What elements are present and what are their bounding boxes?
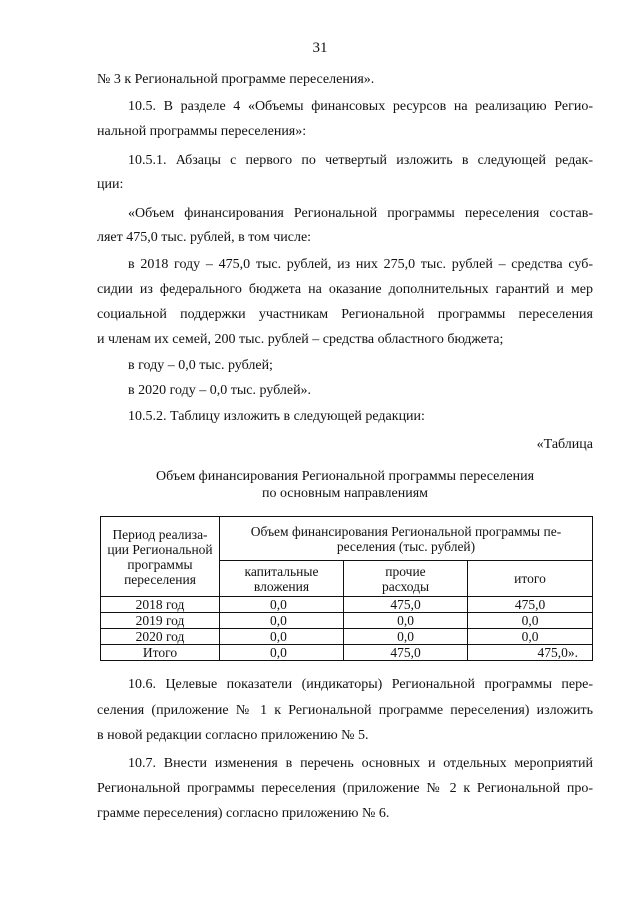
- table-row: [101, 645, 593, 661]
- paragraph-line: социальной поддержки участникам Региональной программы переселения: [97, 307, 593, 322]
- paragraph-line: селения (приложение № 1 к Региональной программе переселения) изложить: [97, 703, 593, 718]
- cell-total: 0,0: [468, 629, 593, 645]
- paragraph-10-5-1: 10.5.1. Абзацы с первого по четвертый изложить в следующей редак-: [128, 153, 593, 168]
- paragraph-line: грамме переселения) согласно приложению № 6.: [97, 806, 390, 821]
- header-total: итого: [468, 561, 593, 597]
- table-title: Объем финансирования Региональной программы переселения: [155, 469, 535, 484]
- paragraph-line: в 2020 году – 0,0 тыс. рублей».: [128, 383, 312, 398]
- paragraph-line: в новой редакции согласно приложению № 5.: [97, 728, 369, 743]
- paragraph-line: № 3 к Региональной программе переселения».: [97, 72, 375, 87]
- paragraph-line: и членам их семей, 200 тыс. рублей – средства областного бюджета;: [97, 332, 504, 347]
- cell-capital: 0,0: [220, 613, 344, 629]
- cell-other: 475,0: [344, 597, 468, 613]
- cell-period: Итого: [101, 645, 220, 661]
- paragraph-10-6: 10.6. Целевые показатели (индикаторы) Региональной программы пере-: [128, 677, 593, 692]
- paragraph-line: ляет 475,0 тыс. рублей, в том числе:: [97, 230, 312, 245]
- cell-other: 475,0: [344, 645, 468, 661]
- table-row: [101, 597, 593, 613]
- table-subtitle: по основным направлениям: [261, 486, 429, 501]
- paragraph-line: ции:: [97, 177, 124, 192]
- cell-capital: 0,0: [220, 597, 344, 613]
- table-row: [101, 613, 593, 629]
- financing-table: [100, 516, 593, 661]
- paragraph-10-7: 10.7. Внести изменения в перечень основных и отдельных мероприятий: [128, 756, 593, 771]
- cell-total: 475,0».: [468, 645, 593, 661]
- page-number: 31: [312, 40, 328, 56]
- table-row: [101, 629, 593, 645]
- cell-total: 0,0: [468, 613, 593, 629]
- cell-other: 0,0: [344, 613, 468, 629]
- paragraph-line: сидии из федерального бюджета на оказание дополнительных гарантий и мер: [97, 282, 593, 297]
- header-volume: Объем финансирования Региональной программы пе- реселения (тыс. рублей): [220, 517, 593, 561]
- cell-capital: 0,0: [220, 629, 344, 645]
- cell-total: 475,0: [468, 597, 593, 613]
- header-other: прочие расходы: [344, 561, 468, 597]
- cell-period: 2019 год: [101, 613, 220, 629]
- cell-other: 0,0: [344, 629, 468, 645]
- paragraph-line: Региональной программы переселения (приложение № 2 к Региональной про-: [97, 781, 593, 796]
- header-period: Период реализа- ции Региональной программы переселения: [101, 517, 220, 597]
- cell-capital: 0,0: [220, 645, 344, 661]
- cell-period: 2020 год: [101, 629, 220, 645]
- quote-paragraph: «Объем финансирования Региональной программы переселения состав-: [128, 206, 593, 221]
- paragraph-2018: в 2018 году – 475,0 тыс. рублей, из них 275,0 тыс. рублей – средства суб-: [128, 257, 593, 272]
- paragraph-10-5-2: 10.5.2. Таблицу изложить в следующей редакции:: [128, 409, 425, 424]
- paragraph-10-5: 10.5. В разделе 4 «Объемы финансовых ресурсов на реализацию Регио-: [128, 99, 593, 114]
- cell-period: 2018 год: [101, 597, 220, 613]
- header-capital: капитальные вложения: [220, 561, 344, 597]
- paragraph-line: нальной программы переселения»:: [97, 124, 307, 139]
- table-caption-label: «Таблица: [536, 437, 593, 452]
- paragraph-line: в году – 0,0 тыс. рублей;: [128, 358, 273, 373]
